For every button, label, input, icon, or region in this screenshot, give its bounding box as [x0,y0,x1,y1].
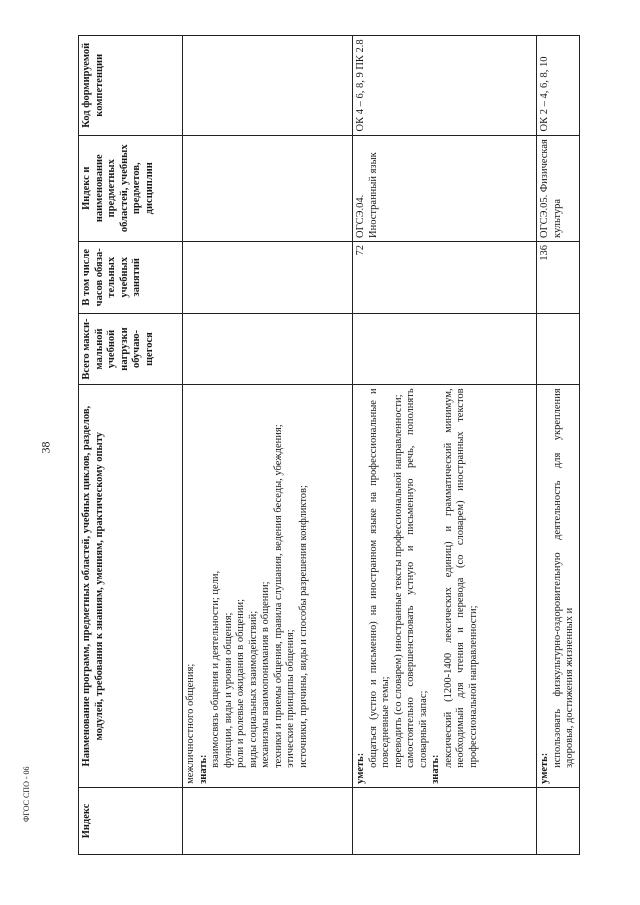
cell-discipline: ОГСЭ.05. Физическая культура [537,135,580,241]
cell-competence [183,36,353,136]
table-row [183,36,353,855]
footer-label: ФГОС СПО - 06 [22,766,31,822]
cell-requirements: уметь: использовать физкультурно-оздоровительную деятельность для укрепления здоровья, достижения жизненных и [537,385,580,788]
header-incl-hours: В том числе часов обяза-тельных учебных занятий [79,241,183,313]
cell-max-load [353,313,537,385]
cell-incl-hours [183,241,353,313]
cell-discipline: ОГСЭ.04. Иностранный язык [353,135,537,241]
header-max-load: Всего макси-мальной учебной нагрузки обучаю-щегося [79,313,183,385]
cell-incl-hours: 136 [537,241,580,313]
header-name: Наименование программ, предметных областей, учебных циклов, разделов, модулей, требования к знаниям, умениям, практическому опыту [79,385,183,788]
cell-max-load [537,313,580,385]
page-number: 38 [38,441,53,454]
table-row [353,36,537,855]
table-row [537,36,580,855]
cell-competence: ОК 2 – 4, 6, 8, 10 [537,36,580,136]
header-index: Индекс [79,787,183,854]
header-discipline: Индекс и наименование предметных областей, учебных предметов, дисциплин [79,135,183,241]
header-competence: Код формируемой компетенции [79,36,183,136]
table-header-row [79,36,183,855]
cell-index [353,787,537,854]
cell-competence: ОК 4 – 6, 8, 9 ПК 2.8 [353,36,537,136]
cell-index [537,787,580,854]
cell-requirements: межличностного общения; знать: взаимосвязь общения и деятельности; цели, функции, виды и уровни общения; роли и ролевые ожидания в общении; виды социальных взаимодействий; механизмы взаимопонимания в общении; техники и приемы общения, правила слушания, ведения беседы, убеждения; этические принципы общения; источники, причины, виды и способы разрешения конфликтов; [183,385,353,788]
cell-incl-hours: 72 [353,241,537,313]
cell-index [183,787,353,854]
curriculum-table [78,35,580,855]
curriculum-table-sheet [78,35,575,855]
cell-discipline [183,135,353,241]
cell-max-load [183,313,353,385]
cell-requirements: уметь: общаться (устно и письменно) на иностранном языке на профессиональные и повседневные темы; переводить (со словарем) иностранные тексты профессиональной направленности; самостоятельно совершенствовать устную и письменную речь, пополнять словарный запас; знать: лексический (1200-1400 лексических единиц) и грамматический минимум, необходимый для чтения и перевода (со словарем) иностранных текстов профессиональной направленности; [353,385,537,788]
